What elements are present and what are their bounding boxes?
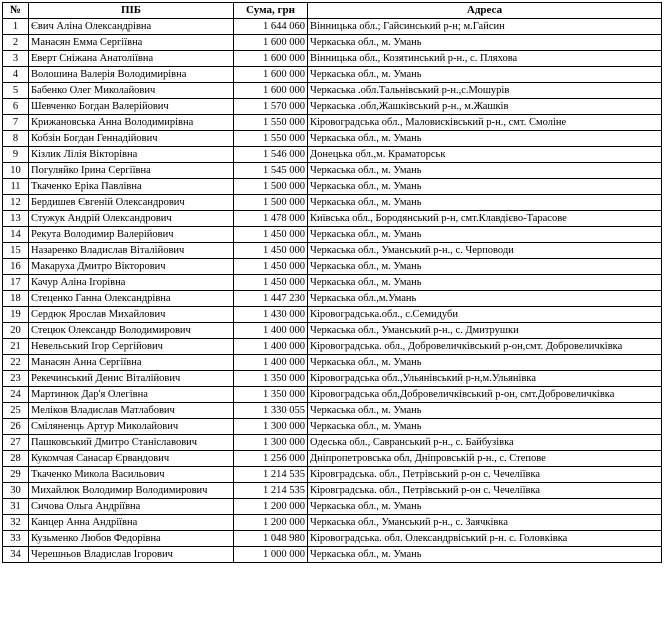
- cell-sum: 1 330 055: [234, 403, 308, 419]
- cell-address: Черкаська обл., м. Умань: [308, 403, 662, 419]
- cell-number: 29: [3, 467, 29, 483]
- cell-number: 22: [3, 355, 29, 371]
- table-row: [3, 35, 662, 51]
- table-row: [3, 179, 662, 195]
- cell-number: 17: [3, 275, 29, 291]
- cell-number: 16: [3, 259, 29, 275]
- cell-name: Качур Аліна Ігорівна: [29, 275, 234, 291]
- cell-name: Шевченко Богдан Валерійович: [29, 99, 234, 115]
- table-row: [3, 227, 662, 243]
- cell-address: Кіровоградська обл., Маловисківський р-н., смт. Смоліне: [308, 115, 662, 131]
- cell-sum: 1 214 535: [234, 467, 308, 483]
- cell-address: Черкаська обл., м. Умань: [308, 35, 662, 51]
- cell-name: Кобзін Богдан Геннадійович: [29, 131, 234, 147]
- table-row: [3, 99, 662, 115]
- cell-number: 32: [3, 515, 29, 531]
- cell-name: Стеценко Ганна Олександрівна: [29, 291, 234, 307]
- table-row: [3, 195, 662, 211]
- cell-address: Кіровоградська. обл., Добровеличківський р-он,смт. Добровеличківка: [308, 339, 662, 355]
- table-row: [3, 355, 662, 371]
- cell-name: Бабенко Олег Миколайович: [29, 83, 234, 99]
- cell-address: Черкаська обл., м. Умань: [308, 179, 662, 195]
- table-row: [3, 19, 662, 35]
- cell-number: 13: [3, 211, 29, 227]
- cell-address: Одеська обл., Савранський р-н., с. Байбузівка: [308, 435, 662, 451]
- cell-number: 8: [3, 131, 29, 147]
- cell-number: 7: [3, 115, 29, 131]
- cell-address: Черкаська обл., м. Умань: [308, 227, 662, 243]
- cell-address: Черкаська обл., м. Умань: [308, 275, 662, 291]
- cell-name: Рекечинський Денис Віталійович: [29, 371, 234, 387]
- cell-name: Євич Аліна Олександрівна: [29, 19, 234, 35]
- cell-address: Черкаська .обл.Тальнівський р-н.,с.Мошурів: [308, 83, 662, 99]
- cell-address: Черкаська обл., м. Умань: [308, 131, 662, 147]
- cell-address: Черкаська обл., Уманський р-н., с. Черповоди: [308, 243, 662, 259]
- cell-sum: 1 200 000: [234, 515, 308, 531]
- cell-address: Вінницька обл., Козятинський р-н., с. Пляхова: [308, 51, 662, 67]
- cell-sum: 1 450 000: [234, 243, 308, 259]
- table-row: [3, 259, 662, 275]
- table-row: [3, 115, 662, 131]
- cell-sum: 1 450 000: [234, 227, 308, 243]
- cell-name: Канцер Анна Андріївна: [29, 515, 234, 531]
- cell-address: Черкаська обл., м. Умань: [308, 195, 662, 211]
- cell-sum: 1 546 000: [234, 147, 308, 163]
- cell-sum: 1 200 000: [234, 499, 308, 515]
- cell-address: Вінницька обл.; Гайсинський р-н; м.Гайсин: [308, 19, 662, 35]
- cell-sum: 1 478 000: [234, 211, 308, 227]
- cell-name: Мартинюк Дар'я Олегівна: [29, 387, 234, 403]
- table-body: [3, 19, 662, 563]
- cell-sum: 1 550 000: [234, 131, 308, 147]
- cell-sum: 1 500 000: [234, 195, 308, 211]
- cell-name: Назаренко Владислав Віталійович: [29, 243, 234, 259]
- cell-address: Київська обл., Бородянський р-н, смт.Клавдієво-Тарасове: [308, 211, 662, 227]
- cell-number: 26: [3, 419, 29, 435]
- cell-name: Стужук Андрій Олександрович: [29, 211, 234, 227]
- cell-sum: 1 300 000: [234, 419, 308, 435]
- cell-address: Кіровоградська обл.,Ульянівський р-н,м.Ульянівка: [308, 371, 662, 387]
- cell-address: Черкаська обл., м. Умань: [308, 67, 662, 83]
- cell-number: 31: [3, 499, 29, 515]
- cell-name: Волошина Валерія Володимирівна: [29, 67, 234, 83]
- column-header-sum: Сума, грн: [234, 3, 308, 19]
- table-row: [3, 339, 662, 355]
- cell-name: Стецюк Олександр Володимирович: [29, 323, 234, 339]
- cell-name: Кузьменко Любов Федорівна: [29, 531, 234, 547]
- cell-address: Черкаська обл., м. Умань: [308, 499, 662, 515]
- cell-address: Кіровоградська. обл. Олександрвіський р-н. с. Головківка: [308, 531, 662, 547]
- cell-name: Сміляненць Артур Миколайович: [29, 419, 234, 435]
- cell-number: 9: [3, 147, 29, 163]
- cell-number: 28: [3, 451, 29, 467]
- cell-address: Дніпропетровська обл, Дніпровській р-н., с. Степове: [308, 451, 662, 467]
- cell-sum: 1 644 060: [234, 19, 308, 35]
- cell-name: Пашковський Дмитро Станіславович: [29, 435, 234, 451]
- cell-number: 21: [3, 339, 29, 355]
- cell-sum: 1 450 000: [234, 259, 308, 275]
- table-row: [3, 51, 662, 67]
- cell-sum: 1 600 000: [234, 51, 308, 67]
- cell-address: Кіровоградська обл,Добровеличківський р-он, смт.Добровеличківка: [308, 387, 662, 403]
- table-row: [3, 323, 662, 339]
- cell-address: Кіровградська. обл., Петрівський р-он с. Чечеліївка: [308, 467, 662, 483]
- cell-sum: 1 400 000: [234, 323, 308, 339]
- column-header-name: ПІБ: [29, 3, 234, 19]
- cell-address: Кіровградська. обл., Петрівський р-он с. Чечеліївка: [308, 483, 662, 499]
- cell-number: 18: [3, 291, 29, 307]
- cell-sum: 1 350 000: [234, 371, 308, 387]
- cell-name: Погуляйко Ірина Сергіївна: [29, 163, 234, 179]
- cell-name: Невельський Ігор Сергійович: [29, 339, 234, 355]
- table-row: [3, 211, 662, 227]
- cell-address: Черкаська обл., м. Умань: [308, 419, 662, 435]
- cell-address: Черкаська обл., м. Умань: [308, 259, 662, 275]
- cell-name: Михайлюк Володимир Володимирович: [29, 483, 234, 499]
- cell-number: 5: [3, 83, 29, 99]
- cell-sum: 1 350 000: [234, 387, 308, 403]
- cell-address: Черкаська обл., Уманський р-н., с. Заячківка: [308, 515, 662, 531]
- cell-sum: 1 400 000: [234, 339, 308, 355]
- table-row: [3, 67, 662, 83]
- cell-number: 34: [3, 547, 29, 563]
- table-header: [3, 3, 662, 19]
- table-row: [3, 131, 662, 147]
- cell-address: Черкаська обл., м. Умань: [308, 547, 662, 563]
- cell-number: 20: [3, 323, 29, 339]
- cell-sum: 1 256 000: [234, 451, 308, 467]
- table-row: [3, 531, 662, 547]
- cell-number: 11: [3, 179, 29, 195]
- cell-number: 14: [3, 227, 29, 243]
- cell-sum: 1 048 980: [234, 531, 308, 547]
- donors-table: [2, 2, 662, 563]
- cell-number: 4: [3, 67, 29, 83]
- cell-number: 3: [3, 51, 29, 67]
- cell-sum: 1 550 000: [234, 115, 308, 131]
- cell-sum: 1 600 000: [234, 35, 308, 51]
- cell-name: Сичова Ольга Андріївна: [29, 499, 234, 515]
- table-row: [3, 435, 662, 451]
- cell-name: Рекута Володимир Валерійович: [29, 227, 234, 243]
- table-row: [3, 147, 662, 163]
- table-row: [3, 307, 662, 323]
- cell-sum: 1 500 000: [234, 179, 308, 195]
- table-row: [3, 403, 662, 419]
- cell-address: Черкаська .обл,Жашківський р-н., м.Жашків: [308, 99, 662, 115]
- cell-number: 23: [3, 371, 29, 387]
- cell-sum: 1 600 000: [234, 83, 308, 99]
- cell-sum: 1 447 230: [234, 291, 308, 307]
- cell-sum: 1 430 000: [234, 307, 308, 323]
- cell-sum: 1 545 000: [234, 163, 308, 179]
- table-row: [3, 499, 662, 515]
- column-header-number: №: [3, 3, 29, 19]
- cell-name: Кізлик Лілія Вікторівна: [29, 147, 234, 163]
- cell-sum: 1 214 535: [234, 483, 308, 499]
- cell-address: Кіровоградська.обл., с.Семидуби: [308, 307, 662, 323]
- cell-address: Черкаська обл., Уманський р-н., с. Дмитрушки: [308, 323, 662, 339]
- cell-address: Черкаська обл.,м.Умань: [308, 291, 662, 307]
- cell-name: Крижановська Анна Володимирівна: [29, 115, 234, 131]
- cell-name: Еверт Сніжана Анатоліївна: [29, 51, 234, 67]
- cell-number: 30: [3, 483, 29, 499]
- cell-name: Манасян Емма Сергіївна: [29, 35, 234, 51]
- cell-address: Черкаська обл., м. Умань: [308, 163, 662, 179]
- cell-name: Манасян Анна Сергіївна: [29, 355, 234, 371]
- table-row: [3, 547, 662, 563]
- table-row: [3, 515, 662, 531]
- table-row: [3, 451, 662, 467]
- table-row: [3, 467, 662, 483]
- cell-address: Донецька обл.,м. Краматорськ: [308, 147, 662, 163]
- cell-address: Черкаська обл., м. Умань: [308, 355, 662, 371]
- cell-number: 1: [3, 19, 29, 35]
- cell-number: 10: [3, 163, 29, 179]
- cell-name: Ткаченко Микола Васильович: [29, 467, 234, 483]
- cell-sum: 1 600 000: [234, 67, 308, 83]
- cell-name: Кукомчая Санасар Єрвандович: [29, 451, 234, 467]
- table-row: [3, 275, 662, 291]
- cell-name: Макаруха Дмитро Вікторович: [29, 259, 234, 275]
- cell-number: 25: [3, 403, 29, 419]
- cell-name: Бердишев Євгеній Олександрович: [29, 195, 234, 211]
- table-row: [3, 387, 662, 403]
- cell-number: 12: [3, 195, 29, 211]
- cell-name: Меліков Владислав Матлабович: [29, 403, 234, 419]
- cell-sum: 1 400 000: [234, 355, 308, 371]
- table-header-row: [3, 3, 662, 19]
- cell-name: Ткаченко Еріка Павлівна: [29, 179, 234, 195]
- cell-number: 33: [3, 531, 29, 547]
- cell-number: 24: [3, 387, 29, 403]
- cell-sum: 1 300 000: [234, 435, 308, 451]
- cell-name: Черешньов Владислав Ігорович: [29, 547, 234, 563]
- table-row: [3, 83, 662, 99]
- table-row: [3, 163, 662, 179]
- cell-number: 6: [3, 99, 29, 115]
- table-row: [3, 371, 662, 387]
- table-row: [3, 483, 662, 499]
- cell-number: 2: [3, 35, 29, 51]
- cell-number: 27: [3, 435, 29, 451]
- column-header-address: Адреса: [308, 3, 662, 19]
- table-row: [3, 291, 662, 307]
- cell-number: 15: [3, 243, 29, 259]
- cell-number: 19: [3, 307, 29, 323]
- table-row: [3, 419, 662, 435]
- cell-name: Сердюк Ярослав Михайлович: [29, 307, 234, 323]
- table-row: [3, 243, 662, 259]
- cell-sum: 1 450 000: [234, 275, 308, 291]
- cell-sum: 1 570 000: [234, 99, 308, 115]
- cell-sum: 1 000 000: [234, 547, 308, 563]
